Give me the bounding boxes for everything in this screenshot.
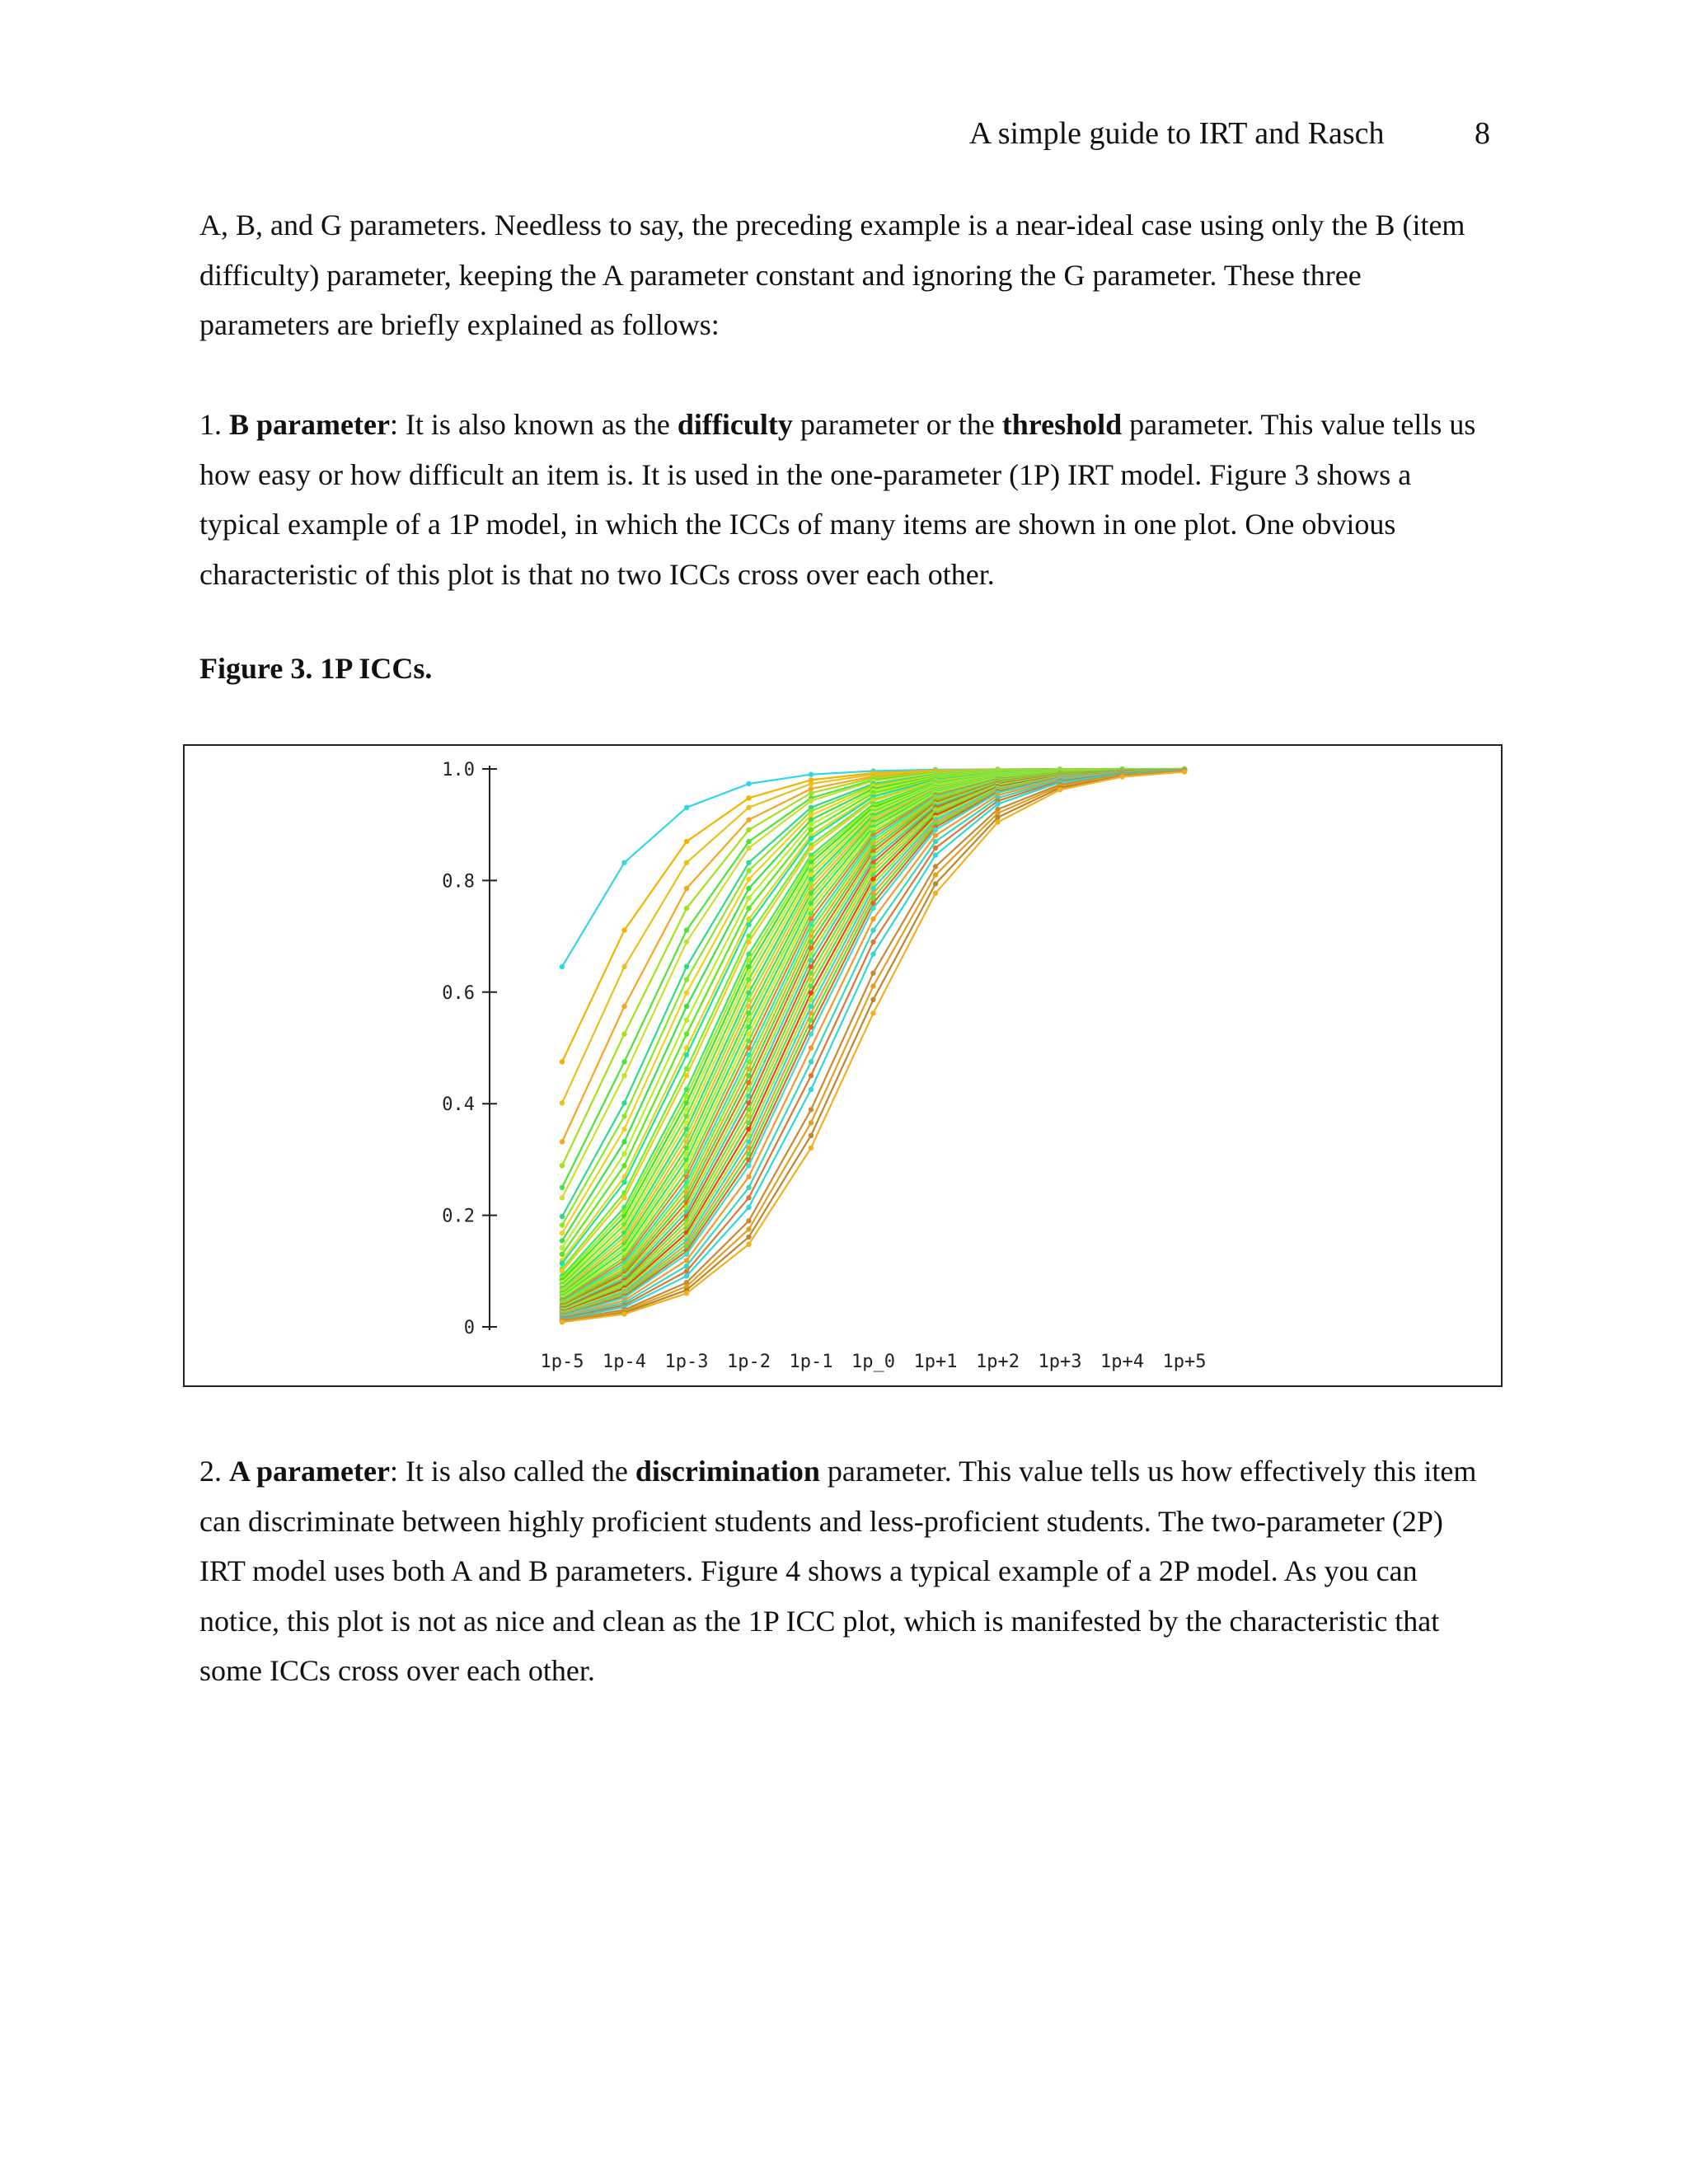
icc-point <box>746 781 751 786</box>
icc-point <box>870 906 875 911</box>
icc-point <box>1057 787 1062 792</box>
icc-point <box>870 1010 875 1015</box>
icc-point <box>746 1174 751 1179</box>
icc-point <box>809 836 814 841</box>
icc-point <box>933 827 938 832</box>
icc-point <box>809 1133 814 1138</box>
y-tick-label: 0.4 <box>442 1094 475 1116</box>
x-tick-label: 1p-3 <box>664 1352 709 1372</box>
icc-point <box>621 928 626 933</box>
icc-point <box>933 881 938 886</box>
icc-point <box>746 805 751 810</box>
icc-point <box>809 1031 814 1036</box>
icc-point <box>684 1004 689 1009</box>
icc-point <box>621 1127 626 1132</box>
term-difficulty: difficulty <box>677 408 793 441</box>
icc-point <box>746 1218 751 1223</box>
icc-point <box>746 896 751 901</box>
icc-point <box>870 916 875 921</box>
icc-point <box>684 886 689 891</box>
icc-point <box>809 1087 814 1092</box>
icc-point <box>621 1195 626 1200</box>
icc-point <box>746 922 751 927</box>
icc-point <box>560 964 565 969</box>
x-tick-label: 1p+5 <box>1162 1352 1207 1372</box>
icc-point <box>560 1252 565 1257</box>
icc-point <box>684 991 689 996</box>
icc-point <box>621 1031 626 1036</box>
y-tick-label: 0.6 <box>442 982 475 1004</box>
y-tick-label: 0 <box>463 1318 475 1338</box>
icc-point <box>621 1004 626 1009</box>
icc-point <box>746 1195 751 1200</box>
icc-point <box>933 846 938 851</box>
icc-point <box>809 781 814 786</box>
icc-point <box>684 964 689 969</box>
term-threshold: threshold <box>1001 408 1123 441</box>
icc-point <box>560 1100 565 1105</box>
x-tick-label: 1p+4 <box>1100 1352 1144 1372</box>
icc-point <box>684 928 689 933</box>
icc-point <box>1182 769 1187 774</box>
icc-point <box>746 860 751 865</box>
icc-point <box>621 964 626 969</box>
list-number: 1. <box>199 408 229 441</box>
icc-point <box>995 801 1000 806</box>
term-a-parameter: A parameter <box>229 1455 390 1488</box>
x-tick-label: 1p-2 <box>727 1352 771 1372</box>
icc-point <box>621 1151 626 1156</box>
icc-point <box>684 940 689 944</box>
icc-point <box>809 1107 814 1112</box>
y-tick-label: 0.2 <box>442 1206 475 1227</box>
icc-point <box>809 1120 814 1125</box>
icc-point <box>809 1073 814 1078</box>
icc-point <box>933 852 938 857</box>
icc-point <box>746 886 751 891</box>
icc-point <box>809 1045 814 1050</box>
icc-point <box>560 1230 565 1235</box>
icc-point <box>684 1073 689 1078</box>
x-tick-label: 1p-1 <box>789 1352 833 1372</box>
icc-point <box>621 1073 626 1078</box>
icc-point <box>809 790 814 795</box>
icc-point <box>870 951 875 956</box>
running-header <box>969 115 1490 152</box>
icc-point <box>746 1163 751 1168</box>
icc-point <box>621 1100 626 1105</box>
icc-point <box>870 928 875 933</box>
icc-point <box>746 906 751 911</box>
icc-point <box>560 1238 565 1243</box>
icc-point <box>560 1195 565 1200</box>
x-tick-label: 1p-4 <box>603 1352 646 1372</box>
icc-point <box>560 1245 565 1250</box>
y-tick-label: 1.0 <box>442 760 475 780</box>
icc-point <box>560 1163 565 1168</box>
x-tick-label: 1p-5 <box>540 1352 584 1372</box>
icc-point <box>684 977 689 982</box>
icc-point <box>621 860 626 865</box>
icc-point <box>684 1291 689 1296</box>
icc-point <box>1119 774 1124 779</box>
icc-point <box>933 864 938 869</box>
icc-point <box>621 1139 626 1144</box>
x-tick-label: 1p+1 <box>913 1352 958 1372</box>
icc-point <box>746 827 751 832</box>
icc-point <box>746 795 751 800</box>
icc-point <box>684 1018 689 1023</box>
icc-point <box>809 827 814 832</box>
icc-point <box>746 1242 751 1247</box>
icc-point <box>933 833 938 838</box>
icc-point <box>746 846 751 851</box>
icc-point <box>560 1139 565 1144</box>
term-discrimination: discrimination <box>635 1455 820 1488</box>
icc-point <box>746 1235 751 1240</box>
x-tick-label: 1p+2 <box>976 1352 1020 1372</box>
icc-point <box>746 868 751 873</box>
icc-point <box>870 997 875 1002</box>
x-tick-label: 1p+3 <box>1038 1352 1082 1372</box>
chart-curves <box>560 766 1187 1325</box>
icc-point <box>870 983 875 988</box>
icc-point <box>746 940 751 944</box>
y-tick-label: 0.8 <box>442 871 475 893</box>
term-b-parameter: B parameter <box>229 408 390 441</box>
icc-point <box>809 822 814 827</box>
icc-point <box>560 1222 565 1227</box>
icc-point <box>684 1273 689 1278</box>
icc-point <box>746 1185 751 1190</box>
icc-point <box>621 1179 626 1184</box>
icc-point <box>870 971 875 976</box>
x-tick-label: 1p_0 <box>851 1352 895 1372</box>
icc-point <box>809 1146 814 1151</box>
list-number: 2. <box>199 1455 229 1488</box>
icc-point <box>809 799 814 804</box>
icc-point <box>684 906 689 911</box>
icc-point <box>621 1113 626 1118</box>
icc-point <box>995 819 1000 824</box>
icc-point <box>560 1185 565 1190</box>
icc-point <box>621 1163 626 1168</box>
icc-point <box>995 815 1000 820</box>
icc-point <box>746 1205 751 1210</box>
icc-point <box>933 839 938 844</box>
icc-point <box>746 877 751 882</box>
icc-point <box>809 818 814 823</box>
icc-point <box>746 818 751 823</box>
icc-point <box>684 805 689 810</box>
chart-axes <box>482 766 497 1330</box>
running-title: A simple guide to IRT and Rasch <box>968 116 1385 151</box>
paragraph-b-parameter: 1. B parameter: It is also known as the difficulty parameter or the threshold parameter. This value tells us how easy or how difficult an item is. It is used in the one-parameter (1P) IRT model. Figure 3 shows a typical example of a 1P model, in which the ICCs of many items are shown in one plot. One obvious characteristic of this plot is that no two ICCs cross over each other. <box>199 408 1476 591</box>
icc-point <box>746 839 751 844</box>
icc-point <box>560 1214 565 1219</box>
icc-point <box>809 772 814 777</box>
page-number: 8 <box>1475 116 1490 151</box>
icc-point <box>809 846 814 851</box>
icc-point <box>621 1059 626 1064</box>
icc-point <box>746 1226 751 1231</box>
icc-point <box>684 860 689 865</box>
figure-caption: Figure 3. 1P ICCs. <box>199 652 433 685</box>
icc-point <box>684 1252 689 1257</box>
icc-point <box>621 1311 626 1316</box>
icc-point <box>684 839 689 844</box>
figure-chart <box>183 744 1503 1387</box>
paragraph-intro: A, B, and G parameters. Needless to say, the preceding example is a near-ideal case using only the B (item difficulty) parameter, keeping the A parameter constant and ignoring the G parameter. These three parameters are briefly explained as follows: <box>199 209 1465 341</box>
icc-chart <box>185 746 1501 1385</box>
icc-point <box>560 1319 565 1324</box>
icc-point <box>933 872 938 877</box>
icc-point <box>870 940 875 944</box>
icc-point <box>933 891 938 896</box>
icc-point <box>684 1031 689 1036</box>
icc-point <box>809 1059 814 1064</box>
icc-point <box>560 1059 565 1064</box>
paragraph-a-parameter: 2. A parameter: It is also called the discrimination parameter. This value tells us how effectively this item can discriminate between highly proficient students and less-proficient students. The two-parameter (2P) IRT model uses both A and B parameters. Figure 4 shows a typical example of a 2P model. As you can notice, this plot is not as nice and clean as the 1P ICC plot, which is manifested by the characteristic that some ICCs cross over each other. <box>199 1455 1477 1687</box>
icc-point <box>684 1052 689 1057</box>
